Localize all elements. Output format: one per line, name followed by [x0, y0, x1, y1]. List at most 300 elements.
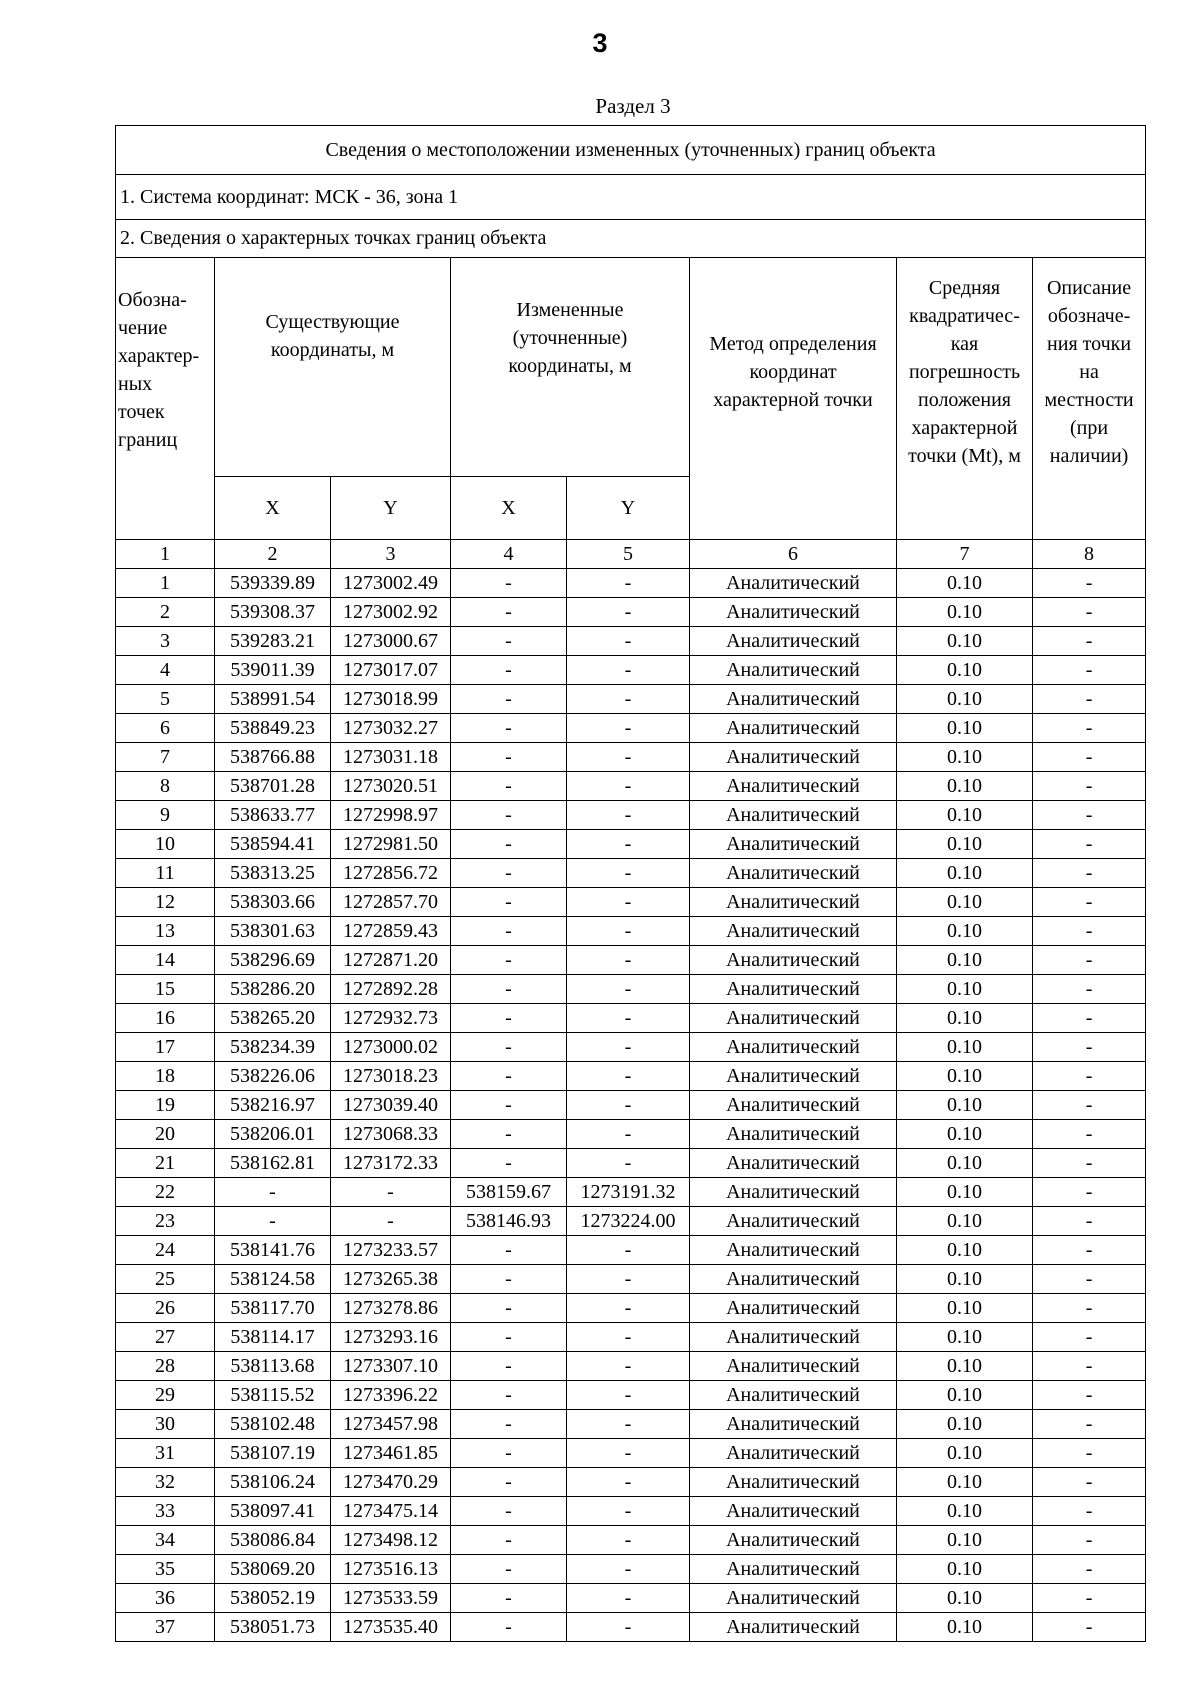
header-line: координаты, м	[270, 339, 395, 361]
changed-y-cell: -	[567, 946, 690, 975]
changed-x-cell: -	[451, 1323, 567, 1352]
existing-y-cell: -	[331, 1178, 451, 1207]
changed-x-cell: -	[451, 1062, 567, 1091]
mse-cell: 0.10	[897, 656, 1033, 685]
existing-x-cell: 538086.84	[215, 1526, 331, 1555]
existing-x-cell: 538991.54	[215, 685, 331, 714]
point-number-cell: 2	[116, 598, 215, 627]
mse-cell: 0.10	[897, 1613, 1033, 1642]
changed-y-cell: 1273191.32	[567, 1178, 690, 1207]
changed-x-cell: -	[451, 1497, 567, 1526]
table-row	[116, 772, 1146, 801]
header-line: кая	[950, 333, 979, 355]
mse-cell: 0.10	[897, 1468, 1033, 1497]
mse-cell: 0.10	[897, 1352, 1033, 1381]
header-changed-y: Y	[567, 477, 690, 540]
mse-cell: 0.10	[897, 569, 1033, 598]
header-line: точек	[118, 401, 165, 423]
table-row	[116, 743, 1146, 772]
table-row	[116, 1468, 1146, 1497]
changed-y-cell: -	[567, 1091, 690, 1120]
header-point-description	[1033, 258, 1146, 540]
existing-x-cell: 538124.58	[215, 1265, 331, 1294]
existing-x-cell: -	[215, 1207, 331, 1236]
existing-y-cell: 1273278.86	[331, 1294, 451, 1323]
point-number-cell: 5	[116, 685, 215, 714]
header-line: Существующие	[265, 311, 400, 333]
existing-y-cell: 1272871.20	[331, 946, 451, 975]
table-row	[116, 1265, 1146, 1294]
method-cell: Аналитический	[690, 1033, 897, 1062]
header-changed-x: X	[451, 477, 567, 540]
point-number-cell: 20	[116, 1120, 215, 1149]
mse-cell: 0.10	[897, 1584, 1033, 1613]
description-cell: -	[1033, 685, 1146, 714]
changed-y-cell: -	[567, 714, 690, 743]
section-label: Раздел 3	[595, 94, 671, 118]
existing-y-cell: 1272856.72	[331, 859, 451, 888]
method-cell: Аналитический	[690, 917, 897, 946]
method-cell: Аналитический	[690, 1323, 897, 1352]
method-cell: Аналитический	[690, 1352, 897, 1381]
changed-y-cell: -	[567, 859, 690, 888]
changed-y-cell: -	[567, 1236, 690, 1265]
description-cell: -	[1033, 1033, 1146, 1062]
existing-x-cell: 538107.19	[215, 1439, 331, 1468]
points-heading: 2. Сведения о характерных точках границ объекта	[116, 220, 1146, 258]
header-line: Средняя	[928, 277, 1001, 299]
header-line: (уточненные)	[512, 327, 628, 349]
mse-cell: 0.10	[897, 1497, 1033, 1526]
description-cell: -	[1033, 1352, 1146, 1381]
column-number: 4	[451, 540, 567, 569]
table-row	[116, 714, 1146, 743]
changed-y-cell: -	[567, 1497, 690, 1526]
changed-y-cell: -	[567, 627, 690, 656]
description-cell: -	[1033, 946, 1146, 975]
changed-x-cell: 538159.67	[451, 1178, 567, 1207]
changed-x-cell: -	[451, 1584, 567, 1613]
existing-x-cell: 538303.66	[215, 888, 331, 917]
existing-x-cell: -	[215, 1178, 331, 1207]
changed-y-cell: -	[567, 772, 690, 801]
description-cell: -	[1033, 627, 1146, 656]
existing-y-cell: 1273032.27	[331, 714, 451, 743]
changed-x-cell: -	[451, 1468, 567, 1497]
changed-y-cell: -	[567, 1265, 690, 1294]
table-row	[116, 1294, 1146, 1323]
description-cell: -	[1033, 1410, 1146, 1439]
mse-cell: 0.10	[897, 627, 1033, 656]
changed-y-cell: -	[567, 830, 690, 859]
point-number-cell: 16	[116, 1004, 215, 1033]
changed-x-cell: -	[451, 772, 567, 801]
description-cell: -	[1033, 714, 1146, 743]
changed-x-cell: -	[451, 917, 567, 946]
table-row	[116, 917, 1146, 946]
mse-cell: 0.10	[897, 1555, 1033, 1584]
existing-y-cell: 1272857.70	[331, 888, 451, 917]
table-row	[116, 1352, 1146, 1381]
coordinate-system: 1. Система координат: МСК - 36, зона 1	[116, 175, 1146, 220]
header-line: положения	[918, 389, 1011, 411]
description-cell: -	[1033, 569, 1146, 598]
changed-y-cell: -	[567, 1468, 690, 1497]
existing-x-cell: 539011.39	[215, 656, 331, 685]
changed-y-cell: -	[567, 1613, 690, 1642]
header-line: местности	[1044, 389, 1134, 411]
table-row	[116, 1410, 1146, 1439]
existing-x-cell: 538594.41	[215, 830, 331, 859]
existing-y-cell: 1272998.97	[331, 801, 451, 830]
changed-x-cell: -	[451, 1381, 567, 1410]
point-number-cell: 4	[116, 656, 215, 685]
mse-cell: 0.10	[897, 859, 1033, 888]
mse-cell: 0.10	[897, 1381, 1033, 1410]
changed-y-cell: -	[567, 1526, 690, 1555]
mse-cell: 0.10	[897, 685, 1033, 714]
changed-y-cell: -	[567, 1352, 690, 1381]
changed-x-cell: -	[451, 685, 567, 714]
mse-cell: 0.10	[897, 772, 1033, 801]
table-row	[116, 888, 1146, 917]
header-line: чение	[118, 317, 168, 339]
description-cell: -	[1033, 1120, 1146, 1149]
description-cell: -	[1033, 1265, 1146, 1294]
method-cell: Аналитический	[690, 598, 897, 627]
changed-x-cell: -	[451, 1149, 567, 1178]
changed-x-cell: -	[451, 801, 567, 830]
existing-x-cell: 538226.06	[215, 1062, 331, 1091]
header-line: Обозна-	[118, 289, 187, 311]
point-number-cell: 35	[116, 1555, 215, 1584]
mse-cell: 0.10	[897, 1236, 1033, 1265]
point-number-cell: 30	[116, 1410, 215, 1439]
description-cell: -	[1033, 917, 1146, 946]
method-cell: Аналитический	[690, 1120, 897, 1149]
method-cell: Аналитический	[690, 1526, 897, 1555]
mse-cell: 0.10	[897, 1410, 1033, 1439]
table-row	[116, 801, 1146, 830]
existing-y-cell: 1272859.43	[331, 917, 451, 946]
existing-x-cell: 538849.23	[215, 714, 331, 743]
method-cell: Аналитический	[690, 1091, 897, 1120]
existing-x-cell: 538115.52	[215, 1381, 331, 1410]
page-number: 3	[592, 28, 608, 58]
existing-x-cell: 539308.37	[215, 598, 331, 627]
point-number-cell: 29	[116, 1381, 215, 1410]
header-line: Измененные	[516, 299, 624, 321]
method-cell: Аналитический	[690, 1294, 897, 1323]
description-cell: -	[1033, 1323, 1146, 1352]
point-number-cell: 37	[116, 1613, 215, 1642]
table-row	[116, 598, 1146, 627]
changed-x-cell: -	[451, 1613, 567, 1642]
header-line: (при	[1070, 417, 1109, 439]
mse-cell: 0.10	[897, 801, 1033, 830]
existing-y-cell: 1273470.29	[331, 1468, 451, 1497]
mse-cell: 0.10	[897, 830, 1033, 859]
changed-y-cell: -	[567, 1381, 690, 1410]
point-number-cell: 32	[116, 1468, 215, 1497]
column-number: 7	[897, 540, 1033, 569]
existing-y-cell: 1273002.92	[331, 598, 451, 627]
table-row	[116, 1178, 1146, 1207]
existing-x-cell: 538296.69	[215, 946, 331, 975]
header-existing-coordinates	[215, 258, 451, 477]
changed-x-cell: -	[451, 1294, 567, 1323]
table-row	[116, 1236, 1146, 1265]
point-number-cell: 18	[116, 1062, 215, 1091]
mse-cell: 0.10	[897, 1323, 1033, 1352]
description-cell: -	[1033, 859, 1146, 888]
point-number-cell: 13	[116, 917, 215, 946]
table-row	[116, 1439, 1146, 1468]
header-line: погрешность	[908, 361, 1021, 383]
existing-x-cell: 538162.81	[215, 1149, 331, 1178]
table-row	[116, 1497, 1146, 1526]
description-cell: -	[1033, 1091, 1146, 1120]
existing-y-cell: 1273233.57	[331, 1236, 451, 1265]
existing-y-cell: 1272932.73	[331, 1004, 451, 1033]
description-cell: -	[1033, 743, 1146, 772]
method-cell: Аналитический	[690, 1062, 897, 1091]
description-cell: -	[1033, 888, 1146, 917]
description-cell: -	[1033, 1294, 1146, 1323]
header-line: обозначе-	[1047, 305, 1131, 327]
changed-x-cell: -	[451, 946, 567, 975]
boundary-points-table	[115, 125, 1146, 1642]
method-cell: Аналитический	[690, 859, 897, 888]
header-changed-coordinates	[451, 258, 690, 477]
description-cell: -	[1033, 1439, 1146, 1468]
method-cell: Аналитический	[690, 801, 897, 830]
changed-x-cell: -	[451, 598, 567, 627]
method-cell: Аналитический	[690, 1613, 897, 1642]
table-row	[116, 859, 1146, 888]
point-number-cell: 28	[116, 1352, 215, 1381]
column-number: 5	[567, 540, 690, 569]
existing-x-cell: 539339.89	[215, 569, 331, 598]
header-designation	[116, 258, 215, 540]
method-cell: Аналитический	[690, 627, 897, 656]
header-line: Описание	[1046, 277, 1132, 299]
existing-y-cell: 1273533.59	[331, 1584, 451, 1613]
mse-cell: 0.10	[897, 1439, 1033, 1468]
changed-x-cell: -	[451, 743, 567, 772]
existing-y-cell: 1273475.14	[331, 1497, 451, 1526]
header-line: точки (Mt), м	[908, 445, 1021, 467]
existing-x-cell: 538097.41	[215, 1497, 331, 1526]
header-line: характерной точки	[713, 389, 873, 411]
changed-x-cell: -	[451, 1555, 567, 1584]
existing-y-cell: 1273293.16	[331, 1323, 451, 1352]
column-number: 2	[215, 540, 331, 569]
changed-x-cell: -	[451, 1033, 567, 1062]
mse-cell: 0.10	[897, 1265, 1033, 1294]
mse-cell: 0.10	[897, 1033, 1033, 1062]
point-number-cell: 36	[116, 1584, 215, 1613]
existing-x-cell: 538117.70	[215, 1294, 331, 1323]
method-cell: Аналитический	[690, 1236, 897, 1265]
method-cell: Аналитический	[690, 1497, 897, 1526]
description-cell: -	[1033, 1526, 1146, 1555]
existing-y-cell: 1272892.28	[331, 975, 451, 1004]
changed-x-cell: -	[451, 1410, 567, 1439]
existing-x-cell: 538113.68	[215, 1352, 331, 1381]
table-row	[116, 1004, 1146, 1033]
existing-x-cell: 538051.73	[215, 1613, 331, 1642]
changed-y-cell: -	[567, 1062, 690, 1091]
header-method	[690, 258, 897, 540]
changed-y-cell: -	[567, 685, 690, 714]
point-number-cell: 31	[116, 1439, 215, 1468]
existing-x-cell: 539283.21	[215, 627, 331, 656]
point-number-cell: 21	[116, 1149, 215, 1178]
existing-y-cell: 1273461.85	[331, 1439, 451, 1468]
changed-x-cell: -	[451, 1265, 567, 1294]
changed-x-cell: -	[451, 975, 567, 1004]
changed-x-cell: -	[451, 830, 567, 859]
changed-x-cell: -	[451, 888, 567, 917]
existing-x-cell: 538206.01	[215, 1120, 331, 1149]
point-number-cell: 22	[116, 1178, 215, 1207]
method-cell: Аналитический	[690, 1149, 897, 1178]
changed-y-cell: -	[567, 1555, 690, 1584]
point-number-cell: 15	[116, 975, 215, 1004]
existing-y-cell: 1273265.38	[331, 1265, 451, 1294]
mse-cell: 0.10	[897, 917, 1033, 946]
existing-x-cell: 538102.48	[215, 1410, 331, 1439]
existing-y-cell: 1273457.98	[331, 1410, 451, 1439]
mse-cell: 0.10	[897, 1091, 1033, 1120]
changed-x-cell: -	[451, 1120, 567, 1149]
header-line: на	[1079, 361, 1099, 383]
method-cell: Аналитический	[690, 714, 897, 743]
point-number-cell: 33	[116, 1497, 215, 1526]
table-body	[116, 569, 1146, 1642]
existing-x-cell: 538216.97	[215, 1091, 331, 1120]
table-title: Сведения о местоположении измененных (уточненных) границ объекта	[116, 126, 1146, 175]
method-cell: Аналитический	[690, 1004, 897, 1033]
changed-y-cell: -	[567, 598, 690, 627]
method-cell: Аналитический	[690, 1468, 897, 1497]
description-cell: -	[1033, 1555, 1146, 1584]
table-row	[116, 1613, 1146, 1642]
existing-x-cell: 538069.20	[215, 1555, 331, 1584]
header-line: характерной	[911, 417, 1018, 439]
column-header-row	[116, 258, 1146, 477]
description-cell: -	[1033, 1004, 1146, 1033]
table-row	[116, 946, 1146, 975]
header-line: квадратичес-	[909, 305, 1020, 327]
header-line: ния точки	[1047, 333, 1132, 355]
header-line: ных	[118, 373, 153, 395]
description-cell: -	[1033, 1613, 1146, 1642]
point-number-cell: 10	[116, 830, 215, 859]
method-cell: Аналитический	[690, 975, 897, 1004]
existing-y-cell: 1273498.12	[331, 1526, 451, 1555]
mse-cell: 0.10	[897, 1004, 1033, 1033]
method-cell: Аналитический	[690, 946, 897, 975]
method-cell: Аналитический	[690, 685, 897, 714]
changed-y-cell: -	[567, 1584, 690, 1613]
existing-x-cell: 538633.77	[215, 801, 331, 830]
mse-cell: 0.10	[897, 1207, 1033, 1236]
existing-y-cell: 1273516.13	[331, 1555, 451, 1584]
point-number-cell: 3	[116, 627, 215, 656]
table-row	[116, 1555, 1146, 1584]
mse-cell: 0.10	[897, 743, 1033, 772]
point-number-cell: 12	[116, 888, 215, 917]
header-line: Метод определения	[709, 333, 877, 355]
table-row	[116, 1120, 1146, 1149]
point-number-cell: 7	[116, 743, 215, 772]
column-number-row	[116, 540, 1146, 569]
description-cell: -	[1033, 656, 1146, 685]
existing-y-cell: 1273307.10	[331, 1352, 451, 1381]
existing-x-cell: 538052.19	[215, 1584, 331, 1613]
existing-y-cell: 1273396.22	[331, 1381, 451, 1410]
method-cell: Аналитический	[690, 1439, 897, 1468]
existing-x-cell: 538141.76	[215, 1236, 331, 1265]
points-heading-row	[116, 220, 1146, 258]
existing-y-cell: 1273068.33	[331, 1120, 451, 1149]
column-number: 6	[690, 540, 897, 569]
changed-x-cell: -	[451, 714, 567, 743]
table-row	[116, 685, 1146, 714]
table-row	[116, 1323, 1146, 1352]
existing-y-cell: 1273172.33	[331, 1149, 451, 1178]
changed-x-cell: -	[451, 1439, 567, 1468]
method-cell: Аналитический	[690, 888, 897, 917]
description-cell: -	[1033, 1381, 1146, 1410]
mse-cell: 0.10	[897, 598, 1033, 627]
changed-y-cell: -	[567, 888, 690, 917]
description-cell: -	[1033, 1584, 1146, 1613]
changed-y-cell: -	[567, 1439, 690, 1468]
coordinate-system-row	[116, 175, 1146, 220]
mse-cell: 0.10	[897, 1526, 1033, 1555]
description-cell: -	[1033, 1149, 1146, 1178]
changed-x-cell: -	[451, 569, 567, 598]
method-cell: Аналитический	[690, 569, 897, 598]
changed-y-cell: 1273224.00	[567, 1207, 690, 1236]
existing-x-cell: 538234.39	[215, 1033, 331, 1062]
changed-y-cell: -	[567, 656, 690, 685]
changed-y-cell: -	[567, 1410, 690, 1439]
changed-y-cell: -	[567, 917, 690, 946]
existing-y-cell: 1273039.40	[331, 1091, 451, 1120]
point-number-cell: 24	[116, 1236, 215, 1265]
existing-y-cell: 1273000.67	[331, 627, 451, 656]
mse-cell: 0.10	[897, 1120, 1033, 1149]
mse-cell: 0.10	[897, 1178, 1033, 1207]
table-row	[116, 1149, 1146, 1178]
method-cell: Аналитический	[690, 1178, 897, 1207]
existing-x-cell: 538106.24	[215, 1468, 331, 1497]
method-cell: Аналитический	[690, 743, 897, 772]
description-cell: -	[1033, 1497, 1146, 1526]
changed-y-cell: -	[567, 975, 690, 1004]
changed-y-cell: -	[567, 801, 690, 830]
description-cell: -	[1033, 1468, 1146, 1497]
table-row	[116, 1207, 1146, 1236]
existing-x-cell: 538286.20	[215, 975, 331, 1004]
changed-x-cell: -	[451, 627, 567, 656]
changed-x-cell: -	[451, 1352, 567, 1381]
method-cell: Аналитический	[690, 1381, 897, 1410]
